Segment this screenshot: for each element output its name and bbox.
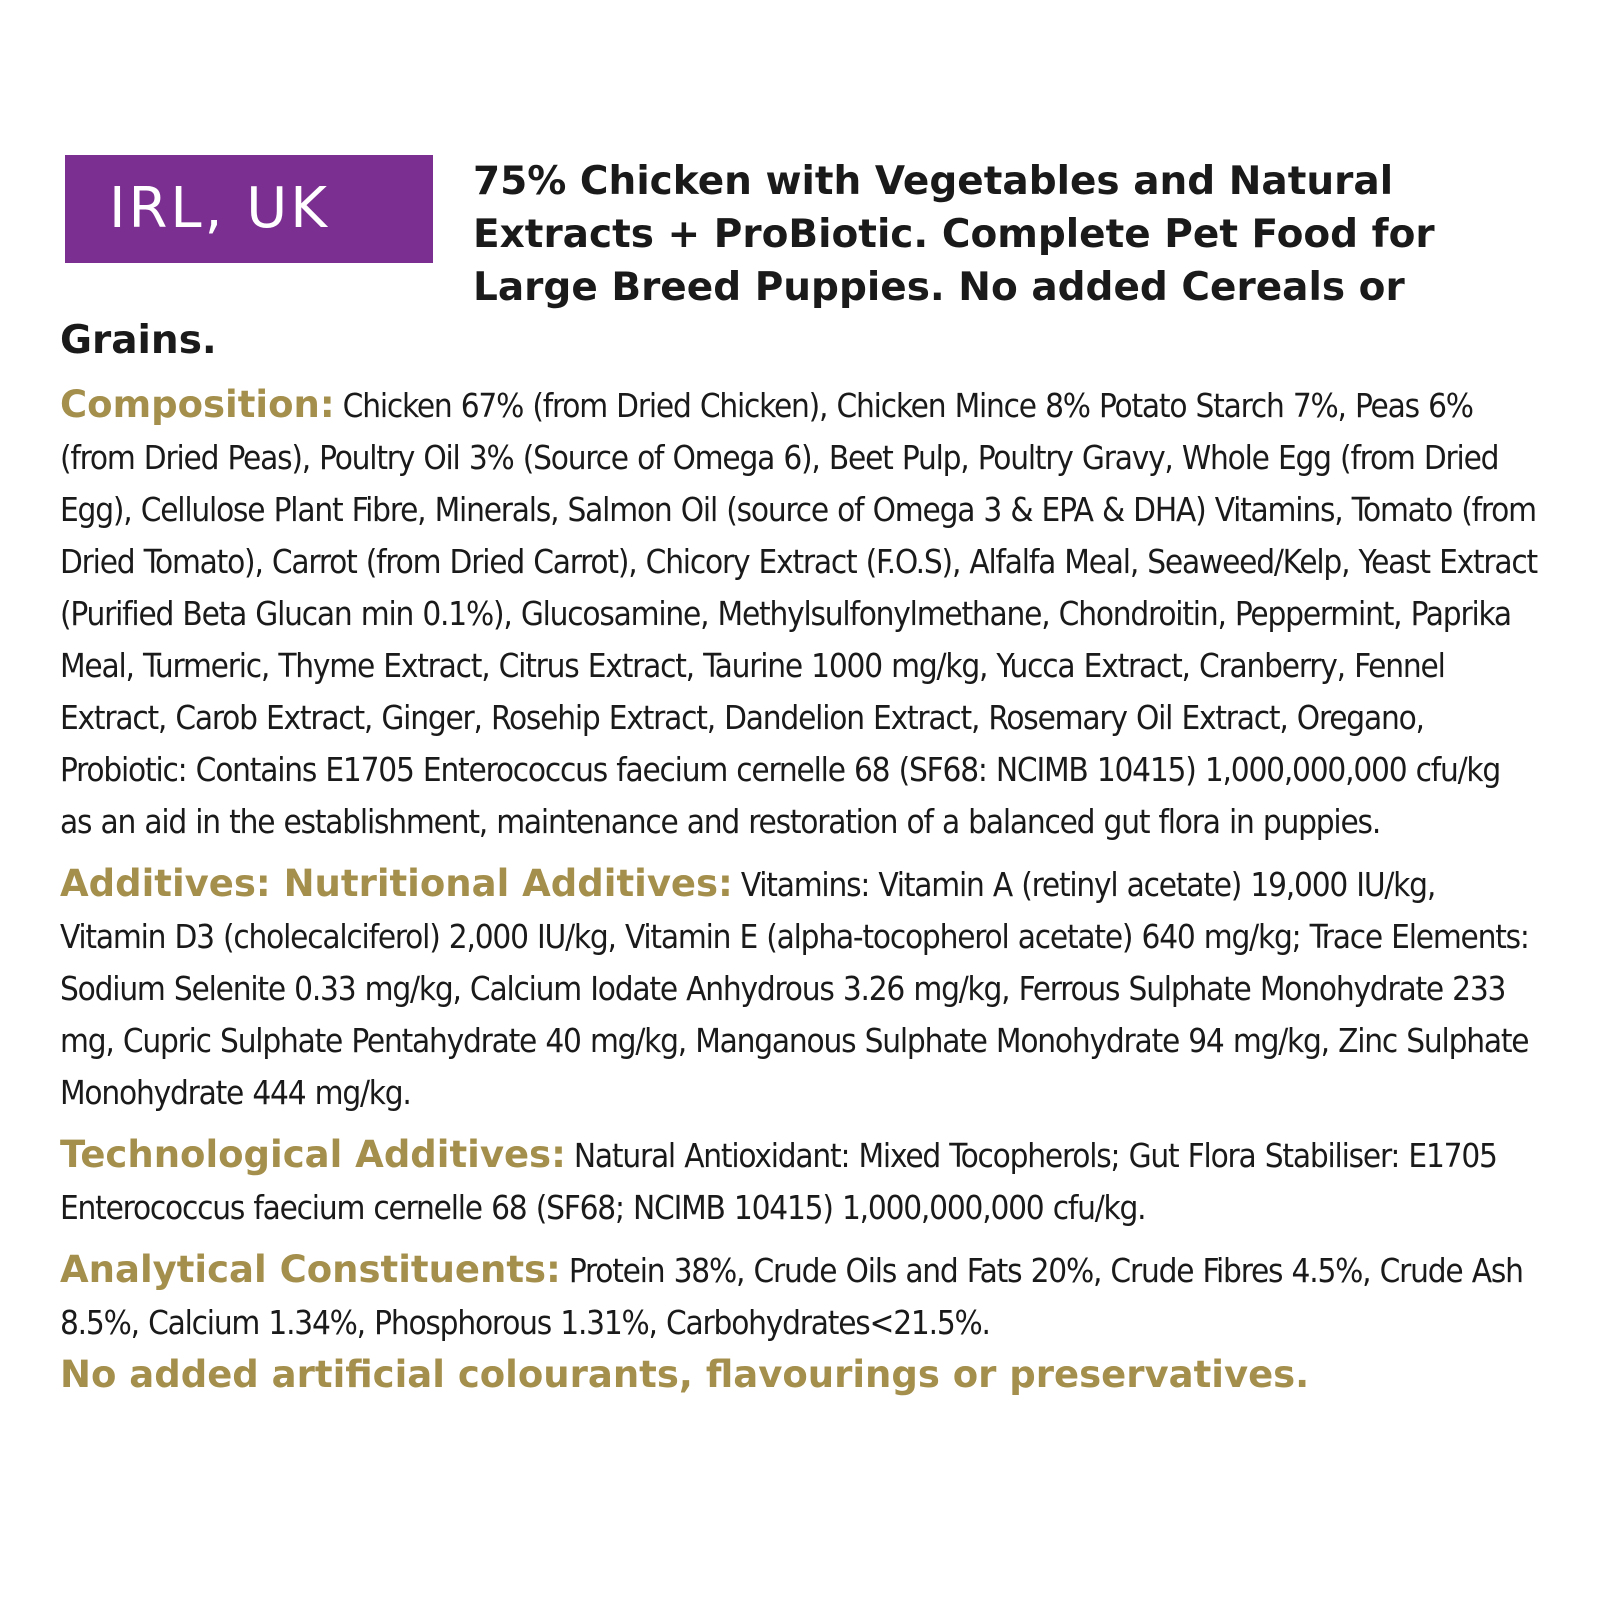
nutritional-additives-text: Vitamins: Vitamin A (retinyl acetate) 19,000 IU/kg, Vitamin D3 (cholecalciferol) 2,000 IU/kg, Vitamin E (alpha-tocopherol acetate) 640 mg/kg; Trace Elements: Sodium Selenite 0.33 mg/kg, Calcium Iodate Anhydrous 3.26 mg/kg, Ferrous Sulphate Monohydrate 233 mg, Cupric Sulphate Pentahydrate 40 mg/kg, Manganous Sulphate Monohydrate 94 mg/kg, Zinc Sulphate Monohydrate 444 mg/kg. (60, 865, 1529, 1112)
no-artificial-additives-note: No added artificial colourants, flavourings or preservatives. (60, 1353, 1310, 1396)
composition-text: Chicken 67% (from Dried Chicken), Chicken Mince 8% Potato Starch 7%, Peas 6% (from Dried Peas), Poultry Oil 3% (Source of Omega 6), Beet Pulp, Poultry Gravy, Whole Egg (from Dried Egg), Cellulose Plant Fibre, Minerals, Salmon Oil (source of Omega 3 & EPA & DHA) Vitamins, Tomato (from Dried Tomato), Carrot (from Dried Carrot), Chicory Extract (F.O.S), Alfalfa Meal, Seaweed/Kelp, Yeast Extract (Purified Beta Glucan min 0.1%), Glucosamine, Methylsulfonylmethane, Chondroitin, Peppermint, Paprika Meal, Turmeric, Thyme Extract, Citrus Extract, Taurine 1000 mg/kg, Yucca Extract, Cranberry, Fennel Extract, Carob Extract, Ginger, Rosehip Extract, Dandelion Extract, Rosemary Oil Extract, Oregano, Probiotic: Contains E1705 Enterococcus faecium cernelle 68 (SF68: NCIMB 10415) 1,000,000,000 cfu/kg as an aid in the establishment, maintenance and restoration of a balanced gut flora in puppies. (60, 386, 1537, 841)
analytical-constituents-section (60, 1244, 1540, 1349)
technological-additives-section (60, 1129, 1540, 1234)
region-badge: IRL, UK (65, 155, 433, 263)
technological-additives-heading: Technological Additives: (60, 1133, 566, 1176)
composition-section (60, 379, 1540, 848)
analytical-constituents-heading: Analytical Constituents: (60, 1248, 561, 1291)
nutritional-additives-heading: Additives: Nutritional Additives: (60, 862, 733, 905)
ingredient-label (60, 133, 1540, 1401)
product-title: 75% Chicken with Vegetables and Natural Extracts + ProBiotic. Complete Pet Food for Large Breed Puppies. No added Cereals or Grains. (60, 159, 1435, 363)
technological-additives-text: Natural Antioxidant: Mixed Tocopherols; Gut Flora Stabiliser: E1705 Enterococcus faecium cernelle 68 (SF68; NCIMB 10415) 1,000,000,000 cfu/kg. (60, 1136, 1497, 1227)
analytical-constituents-text: Protein 38%, Crude Oils and Fats 20%, Crude Fibres 4.5%, Crude Ash 8.5%, Calcium 1.34%, Phosphorous 1.31%, Carbohydrates<21.5%. (60, 1251, 1523, 1342)
label-header (60, 155, 1540, 367)
nutritional-additives-section (60, 858, 1540, 1119)
composition-heading: Composition: (60, 383, 335, 426)
